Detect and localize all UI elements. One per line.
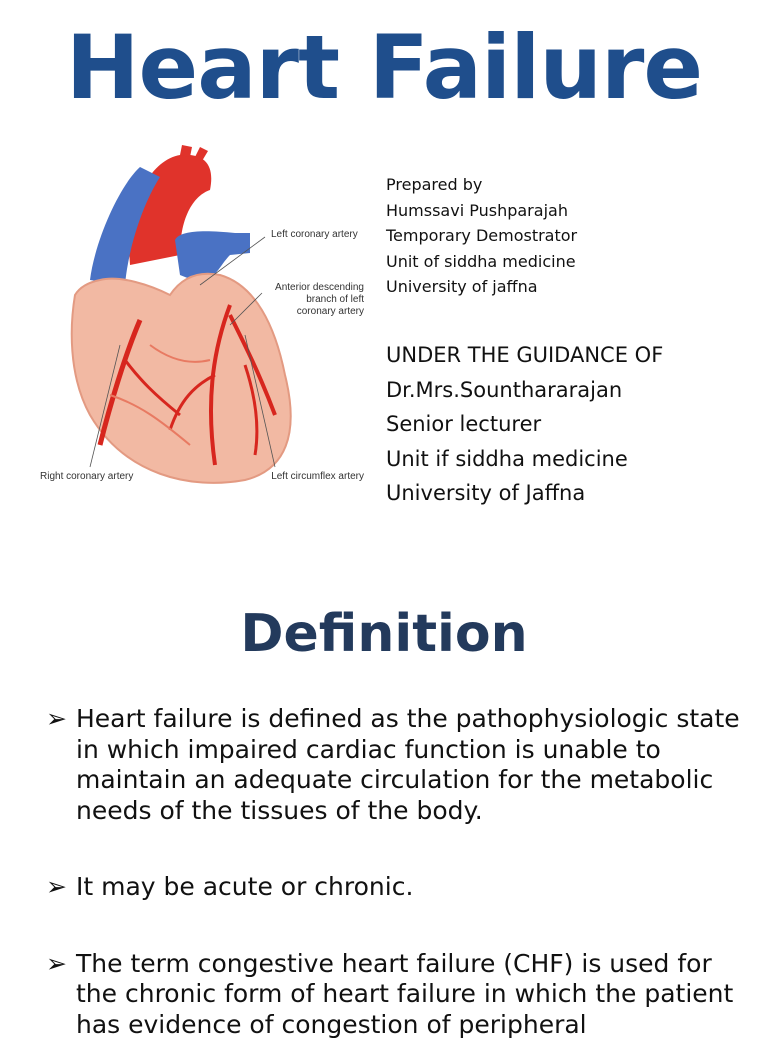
prepared-by-block [386, 172, 577, 300]
guidance-line: UNDER THE GUIDANCE OF [386, 338, 663, 373]
list-item [46, 704, 746, 826]
definition-slide [0, 560, 768, 1024]
label-right-coronary: Right coronary artery [40, 471, 133, 482]
heart-diagram [30, 145, 370, 490]
arrow-bullet-icon: ➢ [46, 704, 67, 735]
definition-title: Definition [0, 606, 768, 663]
guidance-block [386, 338, 663, 511]
prepared-line: Unit of siddha medicine [386, 249, 577, 275]
guidance-line: University of Jaffna [386, 476, 663, 511]
prepared-line: Temporary Demostrator [386, 223, 577, 249]
label-left-coronary: Left coronary artery [271, 229, 358, 240]
prepared-line: University of jaffna [386, 274, 577, 300]
list-item [46, 872, 746, 903]
heart-illustration [30, 145, 370, 490]
bullet-text: It may be acute or chronic. [76, 872, 413, 901]
guidance-line: Unit if siddha medicine [386, 442, 663, 477]
bullet-text: The term congestive heart failure (CHF) is used for the chronic form of heart failure in which the patient has evidence of congestion of peripheral [76, 949, 733, 1039]
bullet-list [46, 704, 746, 1040]
guidance-line: Dr.Mrs.Sounthararajan [386, 373, 663, 408]
arrow-bullet-icon: ➢ [46, 949, 67, 980]
slide-title: Heart Failure [0, 20, 768, 117]
label-anterior-3: coronary artery [297, 306, 364, 317]
bullet-text: Heart failure is defined as the pathophysiologic state in which impaired cardiac function is unable to maintain an adequate circulation for the metabolic needs of the tissues of the body. [76, 704, 740, 825]
list-item [46, 949, 746, 1040]
label-anterior-2: branch of left [306, 294, 364, 305]
prepared-line: Humssavi Pushparajah [386, 198, 577, 224]
guidance-line: Senior lecturer [386, 407, 663, 442]
prepared-line: Prepared by [386, 172, 577, 198]
arrow-bullet-icon: ➢ [46, 872, 67, 903]
label-left-circumflex: Left circumflex artery [271, 471, 364, 482]
label-anterior-1: Anterior descending [275, 282, 364, 293]
